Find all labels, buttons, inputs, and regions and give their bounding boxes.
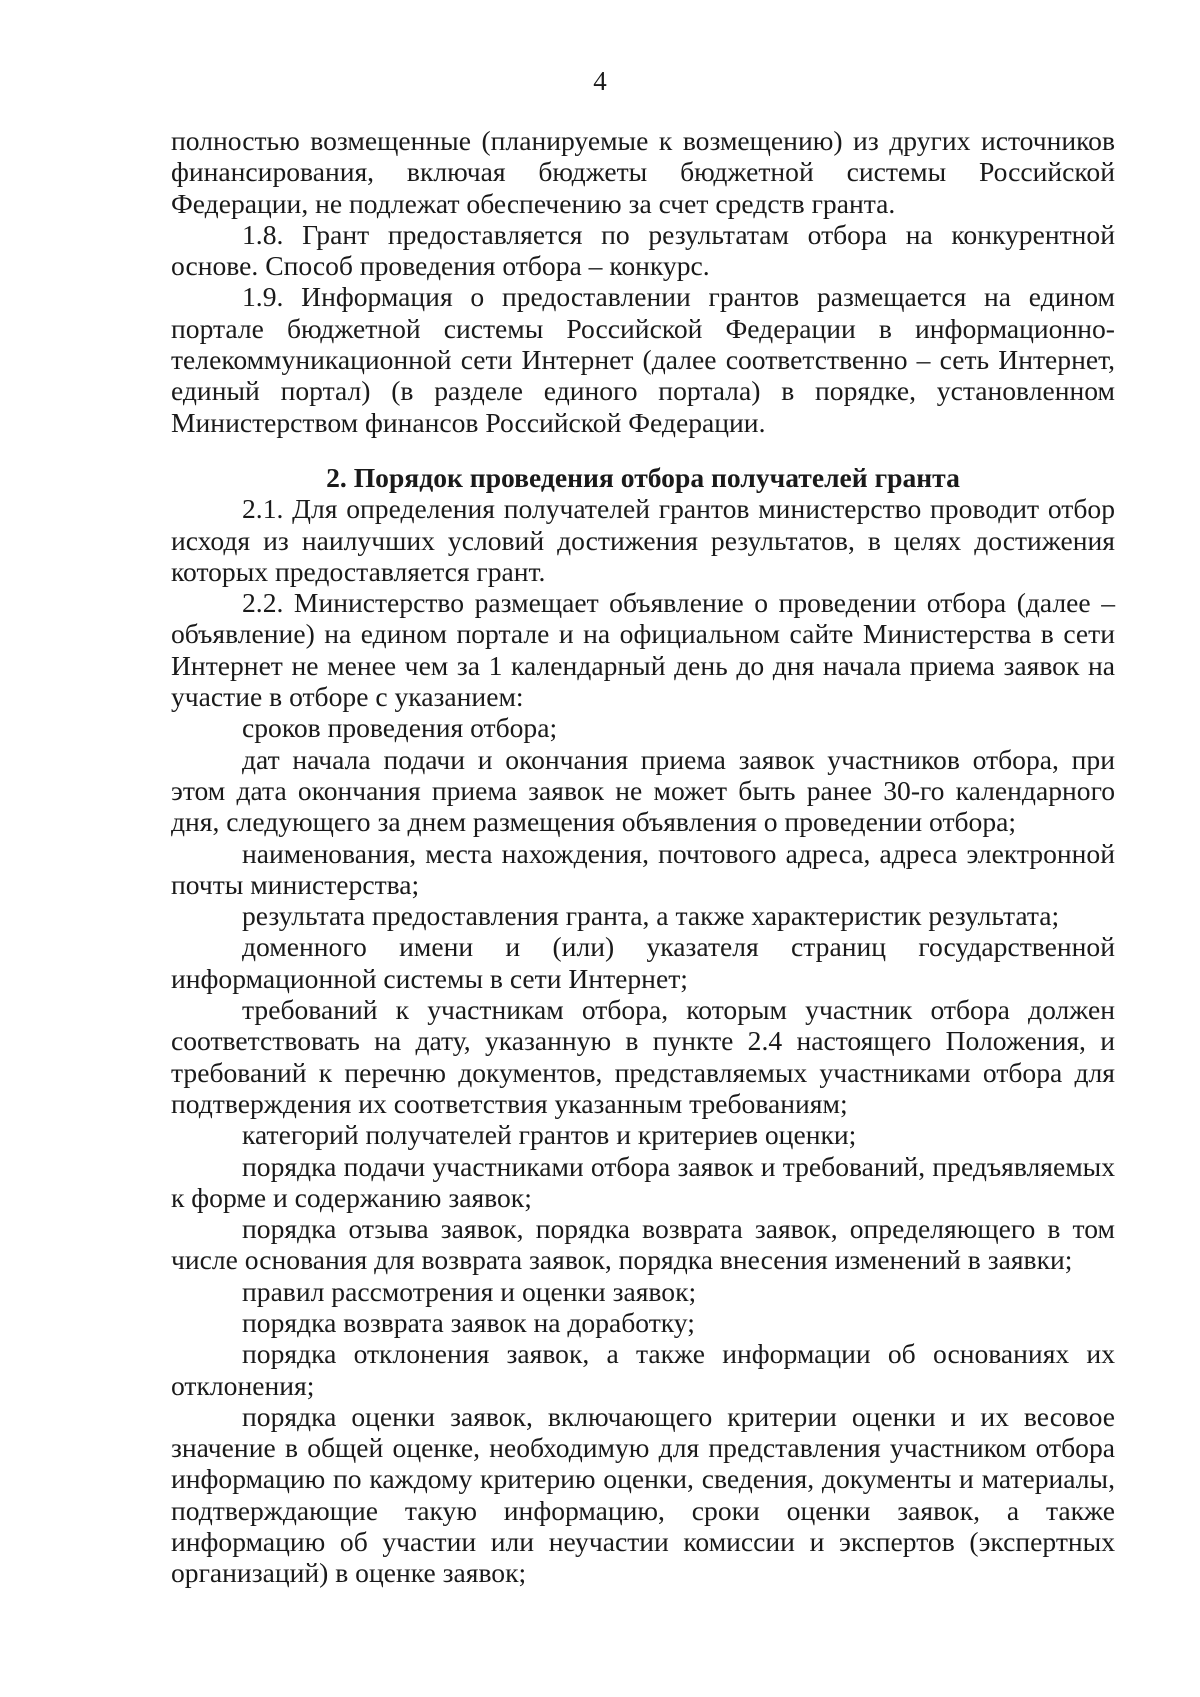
paragraph-1-8: 1.8. Грант предоставляется по результатам отбора на конкурентной основе. Способ проведения отбора – конкурс. bbox=[171, 218, 1115, 282]
list-item: требований к участникам отбора, которым участник отбора должен соответствовать на дату, указанную в пункте 2.4 настоящего Положения, и требований к перечню документов, представляемых участниками отбора для подтверждения их соответствия указанным требованиям; bbox=[171, 994, 1115, 1119]
list-item: дат начала подачи и окончания приема заявок участников отбора, при этом дата окончания приема заявок не может быть ранее 30-го календарного дня, следующего за днем размещения объявления о проведении отбора; bbox=[171, 743, 1115, 838]
page-number: 4 bbox=[593, 66, 607, 96]
list-item: категорий получателей грантов и критериев оценки; bbox=[242, 1119, 857, 1151]
list-item: результата предоставления гранта, а также характеристик результата; bbox=[242, 900, 1060, 932]
document-body bbox=[171, 125, 1115, 1589]
list-item: порядка подачи участниками отбора заявок и требований, предъявляемых к форме и содержанию заявок; bbox=[171, 1150, 1115, 1213]
paragraph-2-1: 2.1. Для определения получателей грантов министерство проводит отбор исходя из наилучших условий достижения результатов, в целях достижения которых предоставляется грант. bbox=[171, 493, 1115, 587]
paragraph-1-9: 1.9. Информация о предоставлении грантов размещается на едином портале бюджетной системы Российской Федерации в информационно-телекоммуникационной сети Интернет (далее соответственно – сеть Интернет, единый портал) (в разделе единого портала) в порядке, установленном Министерством финансов Российской Федерации. bbox=[171, 281, 1115, 438]
paragraph-continuation: полностью возмещенные (планируемые к возмещению) из других источников финансирования, включая бюджеты бюджетной системы Российской Федерации, не подлежат обеспечению за счет средств гранта. bbox=[171, 125, 1115, 219]
list-item: порядка оценки заявок, включающего критерии оценки и их весовое значение в общей оценке, необходимую для представления участником отбора информацию по каждому критерию оценки, сведения, документы и материалы, подтверждающие такую информацию, сроки оценки заявок, а также информацию об участии или неучастии комиссии и экспертов (экспертных организаций) в оценке заявок; bbox=[171, 1400, 1115, 1589]
list-item: порядка отзыва заявок, порядка возврата заявок, определяющего в том числе основания для возврата заявок, порядка внесения изменений в заявки; bbox=[171, 1213, 1115, 1276]
list-item: порядка возврата заявок на доработку; bbox=[242, 1306, 695, 1338]
list-item: сроков проведения отбора; bbox=[242, 712, 558, 744]
section-heading: 2. Порядок проведения отбора получателей гранта bbox=[326, 461, 960, 493]
list-item: правил рассмотрения и оценки заявок; bbox=[242, 1275, 697, 1307]
paragraph-2-2: 2.2. Министерство размещает объявление о проведении отбора (далее – объявление) на едином портале и на официальном сайте Министерства в сети Интернет не менее чем за 1 календарный день до дня начала приема заявок на участие в отборе с указанием: bbox=[171, 587, 1115, 713]
list-item: наименования, места нахождения, почтового адреса, адреса электронной почты министерства; bbox=[171, 837, 1115, 900]
list-item: порядка отклонения заявок, а также информации об основаниях их отклонения; bbox=[171, 1338, 1115, 1401]
list-item: доменного имени и (или) указателя страниц государственной информационной системы в сети Интернет; bbox=[171, 931, 1115, 994]
